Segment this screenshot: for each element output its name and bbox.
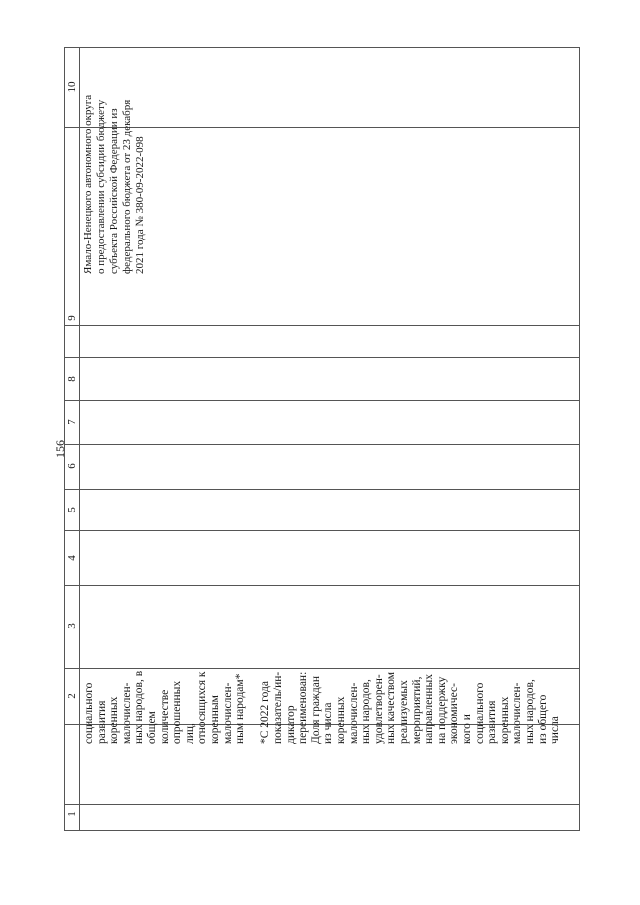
col2-line: ным народам* xyxy=(234,673,247,744)
header-col-7: 7 xyxy=(66,419,78,425)
col2-line: ных народов, xyxy=(360,679,373,744)
col2-line: коренных xyxy=(498,696,511,744)
col2-line: экономичес- xyxy=(448,683,461,744)
col2-line: мероприятий, xyxy=(410,676,423,744)
col-boundary xyxy=(65,325,579,326)
col2-line: социального xyxy=(473,682,486,744)
col2-line: развития xyxy=(95,700,108,744)
table-frame xyxy=(64,47,580,831)
header-col-2: 2 xyxy=(66,693,78,699)
col-boundary xyxy=(65,530,579,531)
col2-line: количестве xyxy=(158,689,171,744)
col-boundary xyxy=(65,400,579,401)
col2-line: числа xyxy=(549,716,562,744)
col10-line: о предоставлении субсидии бюджету xyxy=(95,99,107,274)
col-boundary xyxy=(65,127,579,128)
header-col-8: 8 xyxy=(66,376,78,382)
col2-line: социального xyxy=(83,682,95,744)
col-boundary xyxy=(65,444,579,445)
col2-line: опрошенных xyxy=(171,680,184,744)
col-boundary xyxy=(65,668,579,669)
col-boundary xyxy=(65,489,579,490)
col2-line: дикатор xyxy=(284,705,297,744)
col2-line: из общего xyxy=(536,694,549,744)
col10-line: субъекта Российской Федерации из xyxy=(108,108,120,274)
col2-line: кого и xyxy=(461,714,473,744)
col2-line: малочислен- xyxy=(120,682,133,744)
col2-line: малочислен- xyxy=(221,682,234,744)
col2-line: реализуемых xyxy=(398,680,410,744)
col2-line: на поддержку xyxy=(435,676,448,744)
col2-line: ных народов, xyxy=(524,679,536,744)
col2-line: коренным xyxy=(209,695,221,744)
header-col-9: 9 xyxy=(66,315,78,321)
col2-line: общем xyxy=(146,711,158,744)
col2-line: переименован: xyxy=(297,671,310,744)
col2-line: малочислен- xyxy=(347,682,360,744)
col2-line: лиц, xyxy=(183,723,196,744)
col-boundary xyxy=(65,357,579,358)
col2-line: из числа xyxy=(322,702,335,744)
col2-line: относящихся к xyxy=(196,671,209,744)
header-col-5: 5 xyxy=(66,507,78,513)
header-col-6: 6 xyxy=(66,463,78,469)
col2-line: малочислен- xyxy=(511,682,524,744)
col2-line: ных народов, в xyxy=(133,670,146,744)
col-boundary xyxy=(65,804,579,805)
col10-line: федерального бюджета от 23 декабря xyxy=(121,99,133,274)
col10-line: 2021 года № 380-09-2022-098 xyxy=(134,136,146,274)
page-number: 156 xyxy=(53,440,67,458)
col2-line: ных качеством xyxy=(385,671,398,744)
col-boundary xyxy=(65,585,579,586)
col2-line: удовлетворен- xyxy=(372,674,385,744)
header-col-10: 10 xyxy=(66,81,78,93)
col10-line: Ямало-Ненецкого автономного округа xyxy=(82,94,94,274)
header-col-4: 4 xyxy=(66,555,78,561)
col2-line: коренных xyxy=(335,696,347,744)
col2-line: Доля граждан xyxy=(309,676,322,744)
col2-line: направленных xyxy=(423,673,436,744)
col2-line: *С 2022 года xyxy=(259,681,272,744)
col2-line: коренных xyxy=(108,696,121,744)
header-col-3: 3 xyxy=(66,623,78,629)
header-col-1: 1 xyxy=(66,811,78,817)
header-separator xyxy=(79,48,80,830)
col2-line: развития xyxy=(486,700,499,744)
col2-line: показатель/ин- xyxy=(272,671,284,744)
